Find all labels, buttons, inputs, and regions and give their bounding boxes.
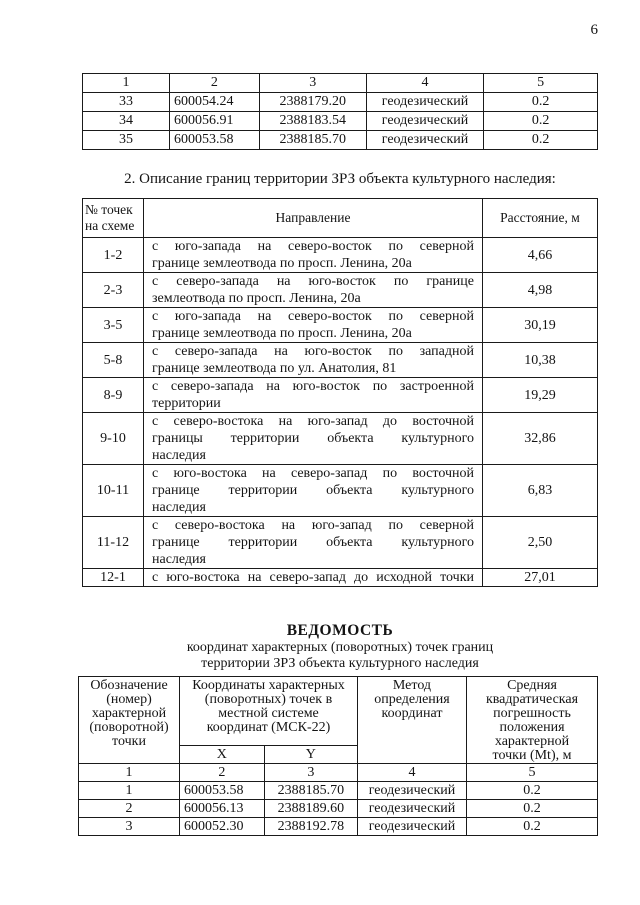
cell-method: геодезический [358, 818, 467, 836]
header-method [358, 677, 467, 764]
cell-direction [144, 465, 483, 517]
header-points [83, 199, 144, 238]
cell-points: 11-12 [83, 517, 144, 569]
header-error [467, 677, 598, 764]
coordinates-table [78, 676, 598, 836]
cell-point: 3 [79, 818, 180, 836]
table-row [83, 131, 598, 150]
header-cell: 1 [83, 74, 170, 93]
table-header-row [79, 677, 598, 746]
table-row [83, 517, 598, 569]
cell-point: 2 [79, 800, 180, 818]
table-row [83, 93, 598, 112]
header-line: координат [381, 706, 443, 721]
number-cell: 5 [467, 764, 598, 782]
header-line: (номер) [106, 692, 152, 707]
header-cell: 2 [170, 74, 260, 93]
table-row [79, 800, 598, 818]
table-row [83, 343, 598, 378]
header-line: Координаты характерных [192, 678, 345, 693]
cell-direction [144, 308, 483, 343]
coordinates-table-continued [82, 73, 598, 150]
cell-y: 2388183.54 [259, 112, 366, 131]
numbering-row [79, 764, 598, 782]
header-line: (поворотной) [89, 720, 169, 735]
cell-direction [144, 343, 483, 378]
table-row [83, 465, 598, 517]
header-points-line1: № точек [85, 202, 133, 217]
direction-line: с северо-запада на юго-восток по застроенной [152, 379, 474, 394]
border-rows [83, 238, 598, 587]
header-line: определения [374, 692, 450, 707]
table-row [83, 413, 598, 465]
header-line: Метод [392, 678, 432, 693]
direction-line: наследия [152, 552, 206, 567]
cell-y: 2388185.70 [259, 131, 366, 150]
cell-direction [144, 413, 483, 465]
page-number: 6 [590, 22, 598, 38]
header-coordinates [180, 677, 358, 746]
direction-line: границы территории объекта культурного [152, 431, 474, 446]
table-header-row [83, 199, 598, 238]
cell-points: 5-8 [83, 343, 144, 378]
cell-error: 0.2 [484, 112, 598, 131]
vedomost-title: ВЕДОМОСТЬ [286, 622, 394, 639]
table-row [83, 569, 598, 587]
cell-distance: 10,38 [483, 343, 598, 378]
cell-point: 35 [83, 131, 170, 150]
cell-distance: 32,86 [483, 413, 598, 465]
table-row [83, 238, 598, 273]
cell-y: 2388179.20 [259, 93, 366, 112]
cell-point: 34 [83, 112, 170, 131]
direction-line: границе землеотвода по просп. Ленина, 20а [152, 256, 412, 271]
cell-x: 600053.58 [170, 131, 260, 150]
direction-line: с северо-востока на юго-запад по северной [152, 518, 474, 533]
cell-point: 1 [79, 782, 180, 800]
cell-x: 600053.58 [180, 782, 265, 800]
direction-line: с северо-востока на юго-запад до восточной [152, 414, 474, 429]
table-row [83, 308, 598, 343]
table-row [79, 818, 598, 836]
cell-distance: 30,19 [483, 308, 598, 343]
cell-method: геодезический [366, 112, 484, 131]
cell-direction [144, 238, 483, 273]
direction-line: наследия [152, 448, 206, 463]
direction-line: территории [152, 396, 221, 411]
header-direction: Направление [144, 199, 483, 238]
cell-distance: 6,83 [483, 465, 598, 517]
cell-points: 3-5 [83, 308, 144, 343]
header-cell: 3 [259, 74, 366, 93]
header-line: точки [112, 734, 146, 749]
cell-error: 0.2 [467, 800, 598, 818]
cell-distance: 4,66 [483, 238, 598, 273]
cell-y: 2388192.78 [264, 818, 357, 836]
cell-distance: 4,98 [483, 273, 598, 308]
number-cell: 4 [358, 764, 467, 782]
direction-line: с северо-запада на юго-восток по границе [152, 274, 474, 289]
header-y: Y [264, 746, 357, 764]
header-line: квадратическая [485, 692, 579, 707]
table-header-row [83, 74, 598, 93]
cell-points: 8-9 [83, 378, 144, 413]
table-row [83, 378, 598, 413]
direction-line: наследия [152, 500, 206, 515]
cell-error: 0.2 [484, 93, 598, 112]
vedomost-subtitle-line2: территории ЗРЗ объекта культурного наследия [201, 656, 479, 671]
cell-direction [144, 569, 483, 587]
cell-points: 9-10 [83, 413, 144, 465]
header-points-line2: на схеме [85, 218, 135, 233]
table-row [83, 112, 598, 131]
cell-y: 2388189.60 [264, 800, 357, 818]
cell-distance: 2,50 [483, 517, 598, 569]
header-line: положения [499, 720, 565, 735]
header-line: погрешность [493, 706, 571, 721]
number-cell: 3 [264, 764, 357, 782]
cell-points: 10-11 [83, 465, 144, 517]
cell-method: геодезический [366, 131, 484, 150]
direction-line: с юго-востока на северо-запад до исходной точки [152, 570, 474, 585]
direction-line: границе землеотвода по просп. Ленина, 20а [152, 326, 412, 341]
cell-method: геодезический [366, 93, 484, 112]
cell-direction [144, 378, 483, 413]
header-line: (поворотных) точек в [204, 692, 333, 707]
direction-line: с юго-запада на северо-восток по северной [152, 239, 474, 254]
cell-error: 0.2 [467, 782, 598, 800]
cell-direction [144, 517, 483, 569]
cell-method: геодезический [358, 800, 467, 818]
direction-line: с северо-запада на юго-восток по западной [152, 344, 474, 359]
table-row [79, 782, 598, 800]
cell-x: 600054.24 [170, 93, 260, 112]
header-cell: 5 [484, 74, 598, 93]
header-line: характерной [494, 734, 570, 749]
cell-distance: 27,01 [483, 569, 598, 587]
header-line: местной системе [218, 706, 319, 721]
cell-points: 12-1 [83, 569, 144, 587]
direction-line: границе землеотвода по ул. Анатолия, 81 [152, 361, 397, 376]
vedomost-subtitle-line1: координат характерных (поворотных) точек границ [186, 640, 494, 655]
direction-line: с юго-востока на северо-запад по восточной [152, 466, 474, 481]
header-line: Обозначение [90, 678, 168, 693]
header-distance: Расстояние, м [483, 199, 598, 238]
header-line: Средняя [507, 678, 557, 693]
cell-direction [144, 273, 483, 308]
cell-x: 600056.13 [180, 800, 265, 818]
cell-y: 2388185.70 [264, 782, 357, 800]
direction-line: границе территории объекта культурного [152, 535, 474, 550]
header-cell: 4 [366, 74, 484, 93]
number-cell: 2 [180, 764, 265, 782]
cell-method: геодезический [358, 782, 467, 800]
section-heading: 2. Описание границ территории ЗРЗ объекта культурного наследия: [124, 171, 556, 187]
cell-point: 33 [83, 93, 170, 112]
border-description-table [82, 198, 598, 587]
header-line: координат (МСК-22) [206, 720, 331, 735]
cell-points: 1-2 [83, 238, 144, 273]
cell-error: 0.2 [484, 131, 598, 150]
cell-points: 2-3 [83, 273, 144, 308]
cell-x: 600056.91 [170, 112, 260, 131]
header-x: X [180, 746, 265, 764]
direction-line: землеотвода по просп. Ленина, 20а [152, 291, 361, 306]
cell-error: 0.2 [467, 818, 598, 836]
direction-line: с юго-запада на северо-восток по северной [152, 309, 474, 324]
table-row [83, 273, 598, 308]
number-cell: 1 [79, 764, 180, 782]
header-line: точки (Mt), м [492, 748, 572, 763]
header-designation [79, 677, 180, 764]
cell-distance: 19,29 [483, 378, 598, 413]
cell-x: 600052.30 [180, 818, 265, 836]
header-line: характерной [91, 706, 167, 721]
direction-line: границе территории объекта культурного [152, 483, 474, 498]
